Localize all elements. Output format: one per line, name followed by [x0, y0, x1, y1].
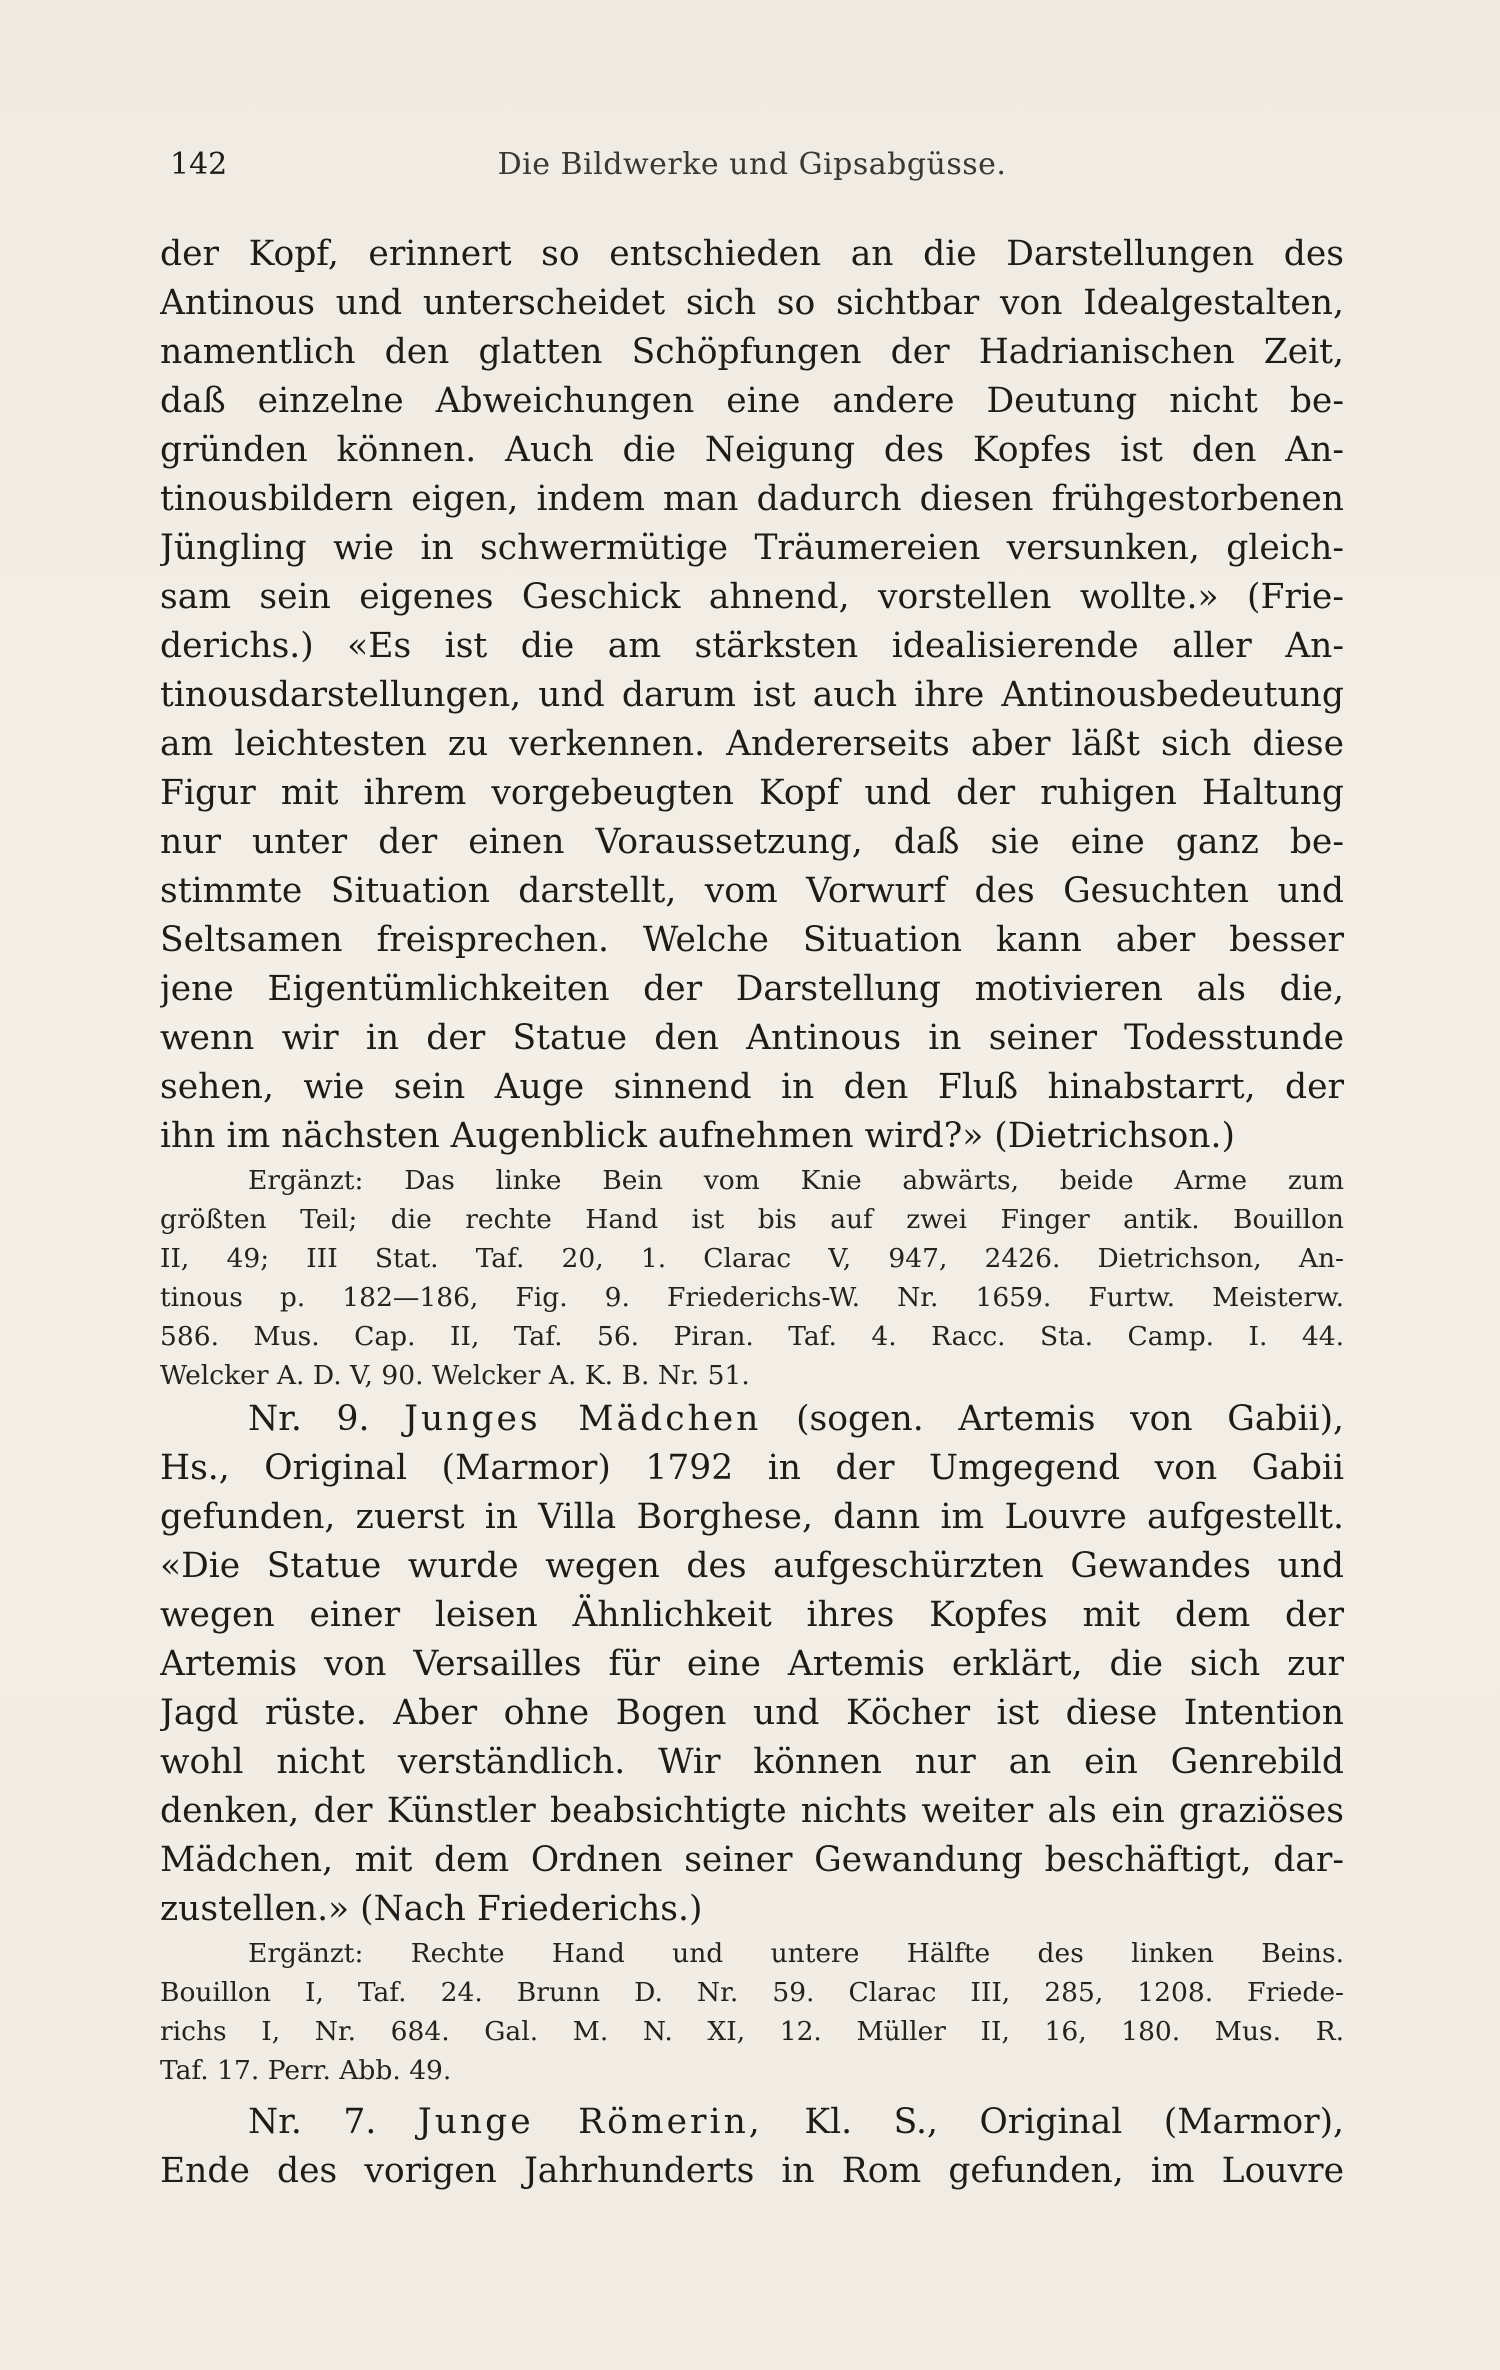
- entry-heading: [160, 1395, 1344, 1444]
- running-title: Die Bildwerke und Gipsabgüsse.: [497, 147, 1007, 182]
- entry-number: Nr. 7.: [248, 2102, 377, 2142]
- entry-heading: [160, 2098, 1344, 2147]
- text-line: denken, der Künstler beabsichtigte nichts weiter als ein graziöses: [160, 1791, 1344, 1831]
- text-line: sam sein eigenes Geschick ahnend, vorstellen wollte.» (Frie-: [160, 577, 1344, 617]
- note-line: Taf. 17. Perr. Abb. 49.: [160, 2055, 452, 2086]
- text-line: jene Eigentümlichkeiten der Darstellung motivieren als die,: [160, 969, 1344, 1009]
- entry-number: Nr. 9.: [248, 1399, 370, 1439]
- text-line: ihn im nächsten Augenblick aufnehmen wird?» (Dietrichson.): [160, 1116, 1235, 1156]
- entry-title: Junges Mädchen: [404, 1399, 762, 1439]
- text-line: am leichtesten zu verkennen. Andererseits aber läßt sich diese: [160, 724, 1344, 764]
- text-line: der Kopf, erinnert so entschieden an die Darstellungen des: [160, 234, 1344, 274]
- note-line: richs I, Nr. 684. Gal. M. N. XI, 12. Müller II, 16, 180. Mus. R.: [160, 2016, 1344, 2047]
- text-line: wenn wir in der Statue den Antinous in seiner Todesstunde: [160, 1018, 1344, 1058]
- note-line: Bouillon I, Taf. 24. Brunn D. Nr. 59. Clarac III, 285, 1208. Friede-: [160, 1977, 1344, 2008]
- text-line: sehen, wie sein Auge sinnend in den Fluß hinabstarrt, der: [160, 1067, 1344, 1107]
- text-line: wohl nicht verständlich. Wir können nur an ein Genrebild: [160, 1742, 1344, 1782]
- text-line: Antinous und unterscheidet sich so sichtbar von Idealgestalten,: [160, 283, 1344, 323]
- note-line: 586. Mus. Cap. II, Taf. 56. Piran. Taf. 4. Racc. Sta. Camp. I. 44.: [160, 1321, 1344, 1352]
- text-line: Mädchen, mit dem Ordnen seiner Gewandung beschäftigt, dar-: [160, 1840, 1344, 1880]
- text-line: Ende des vorigen Jahrhunderts in Rom gefunden, im Louvre: [160, 2151, 1344, 2191]
- text-line: daß einzelne Abweichungen eine andere Deutung nicht be-: [160, 381, 1344, 421]
- page-body: [160, 230, 1344, 2196]
- text-line: Hs., Original (Marmor) 1792 in der Umgegend von Gabii: [160, 1448, 1344, 1488]
- text-line: gründen können. Auch die Neigung des Kopfes ist den An-: [160, 430, 1344, 470]
- text-line: tinousdarstellungen, und darum ist auch ihre Antinousbedeutung: [160, 675, 1344, 715]
- entry-nr-7: [160, 2098, 1344, 2196]
- entry-title: Junge Römerin,: [417, 2102, 763, 2142]
- text-line: tinousbildern eigen, indem man dadurch diesen frühgestorbenen: [160, 479, 1344, 519]
- text-line: derichs.) «Es ist die am stärksten idealisierende aller An-: [160, 626, 1344, 666]
- note-line: Ergänzt: Das linke Bein vom Knie abwärts, beide Arme zum: [248, 1165, 1344, 1196]
- text-line: Seltsamen freisprechen. Welche Situation kann aber besser: [160, 920, 1344, 960]
- text-line: gefunden, zuerst in Villa Borghese, dann im Louvre aufgestellt.: [160, 1497, 1344, 1537]
- note-line: größten Teil; die rechte Hand ist bis auf zwei Finger antik. Bouillon: [160, 1204, 1344, 1235]
- text-line: stimmte Situation darstellt, vom Vorwurf des Gesuchten und: [160, 871, 1344, 911]
- paragraph-antinous: [160, 230, 1344, 1161]
- note-line: Ergänzt: Rechte Hand und untere Hälfte des linken Beins.: [248, 1938, 1344, 1969]
- text-line: Figur mit ihrem vorgebeugten Kopf und der ruhigen Haltung: [160, 773, 1344, 813]
- text-line: wegen einer leisen Ähnlichkeit ihres Kopfes mit dem der: [160, 1595, 1344, 1635]
- text-line: namentlich den glatten Schöpfungen der Hadrianischen Zeit,: [160, 332, 1344, 372]
- text-line: Artemis von Versailles für eine Artemis erklärt, die sich zur: [160, 1644, 1344, 1684]
- note-line: II, 49; III Stat. Taf. 20, 1. Clarac V, 947, 2426. Dietrichson, An-: [160, 1243, 1344, 1274]
- entry-nr-9: [160, 1395, 1344, 1934]
- text-line: nur unter der einen Voraussetzung, daß sie eine ganz be-: [160, 822, 1344, 862]
- text-line: zustellen.» (Nach Friederichs.): [160, 1889, 703, 1929]
- note-line: Welcker A. D. V, 90. Welcker A. K. B. Nr. 51.: [160, 1360, 750, 1391]
- entry-heading-rest: Kl. S., Original (Marmor),: [804, 2102, 1344, 2142]
- footnote-antinous: [160, 1161, 1344, 1395]
- footnote-nr-9: [160, 1934, 1344, 2090]
- text-line: «Die Statue wurde wegen des aufgeschürzten Gewandes und: [160, 1546, 1344, 1586]
- text-line: Jagd rüste. Aber ohne Bogen und Köcher ist diese Intention: [160, 1693, 1344, 1733]
- page-number: 142: [170, 147, 228, 182]
- page-header: [160, 140, 1344, 190]
- entry-heading-rest: (sogen. Artemis von Gabii),: [796, 1399, 1344, 1439]
- spacer: [160, 2090, 1344, 2098]
- text-line: Jüngling wie in schwermütige Träumereien versunken, gleich-: [160, 528, 1344, 568]
- note-line: tinous p. 182—186, Fig. 9. Friederichs-W. Nr. 1659. Furtw. Meisterw.: [160, 1282, 1344, 1313]
